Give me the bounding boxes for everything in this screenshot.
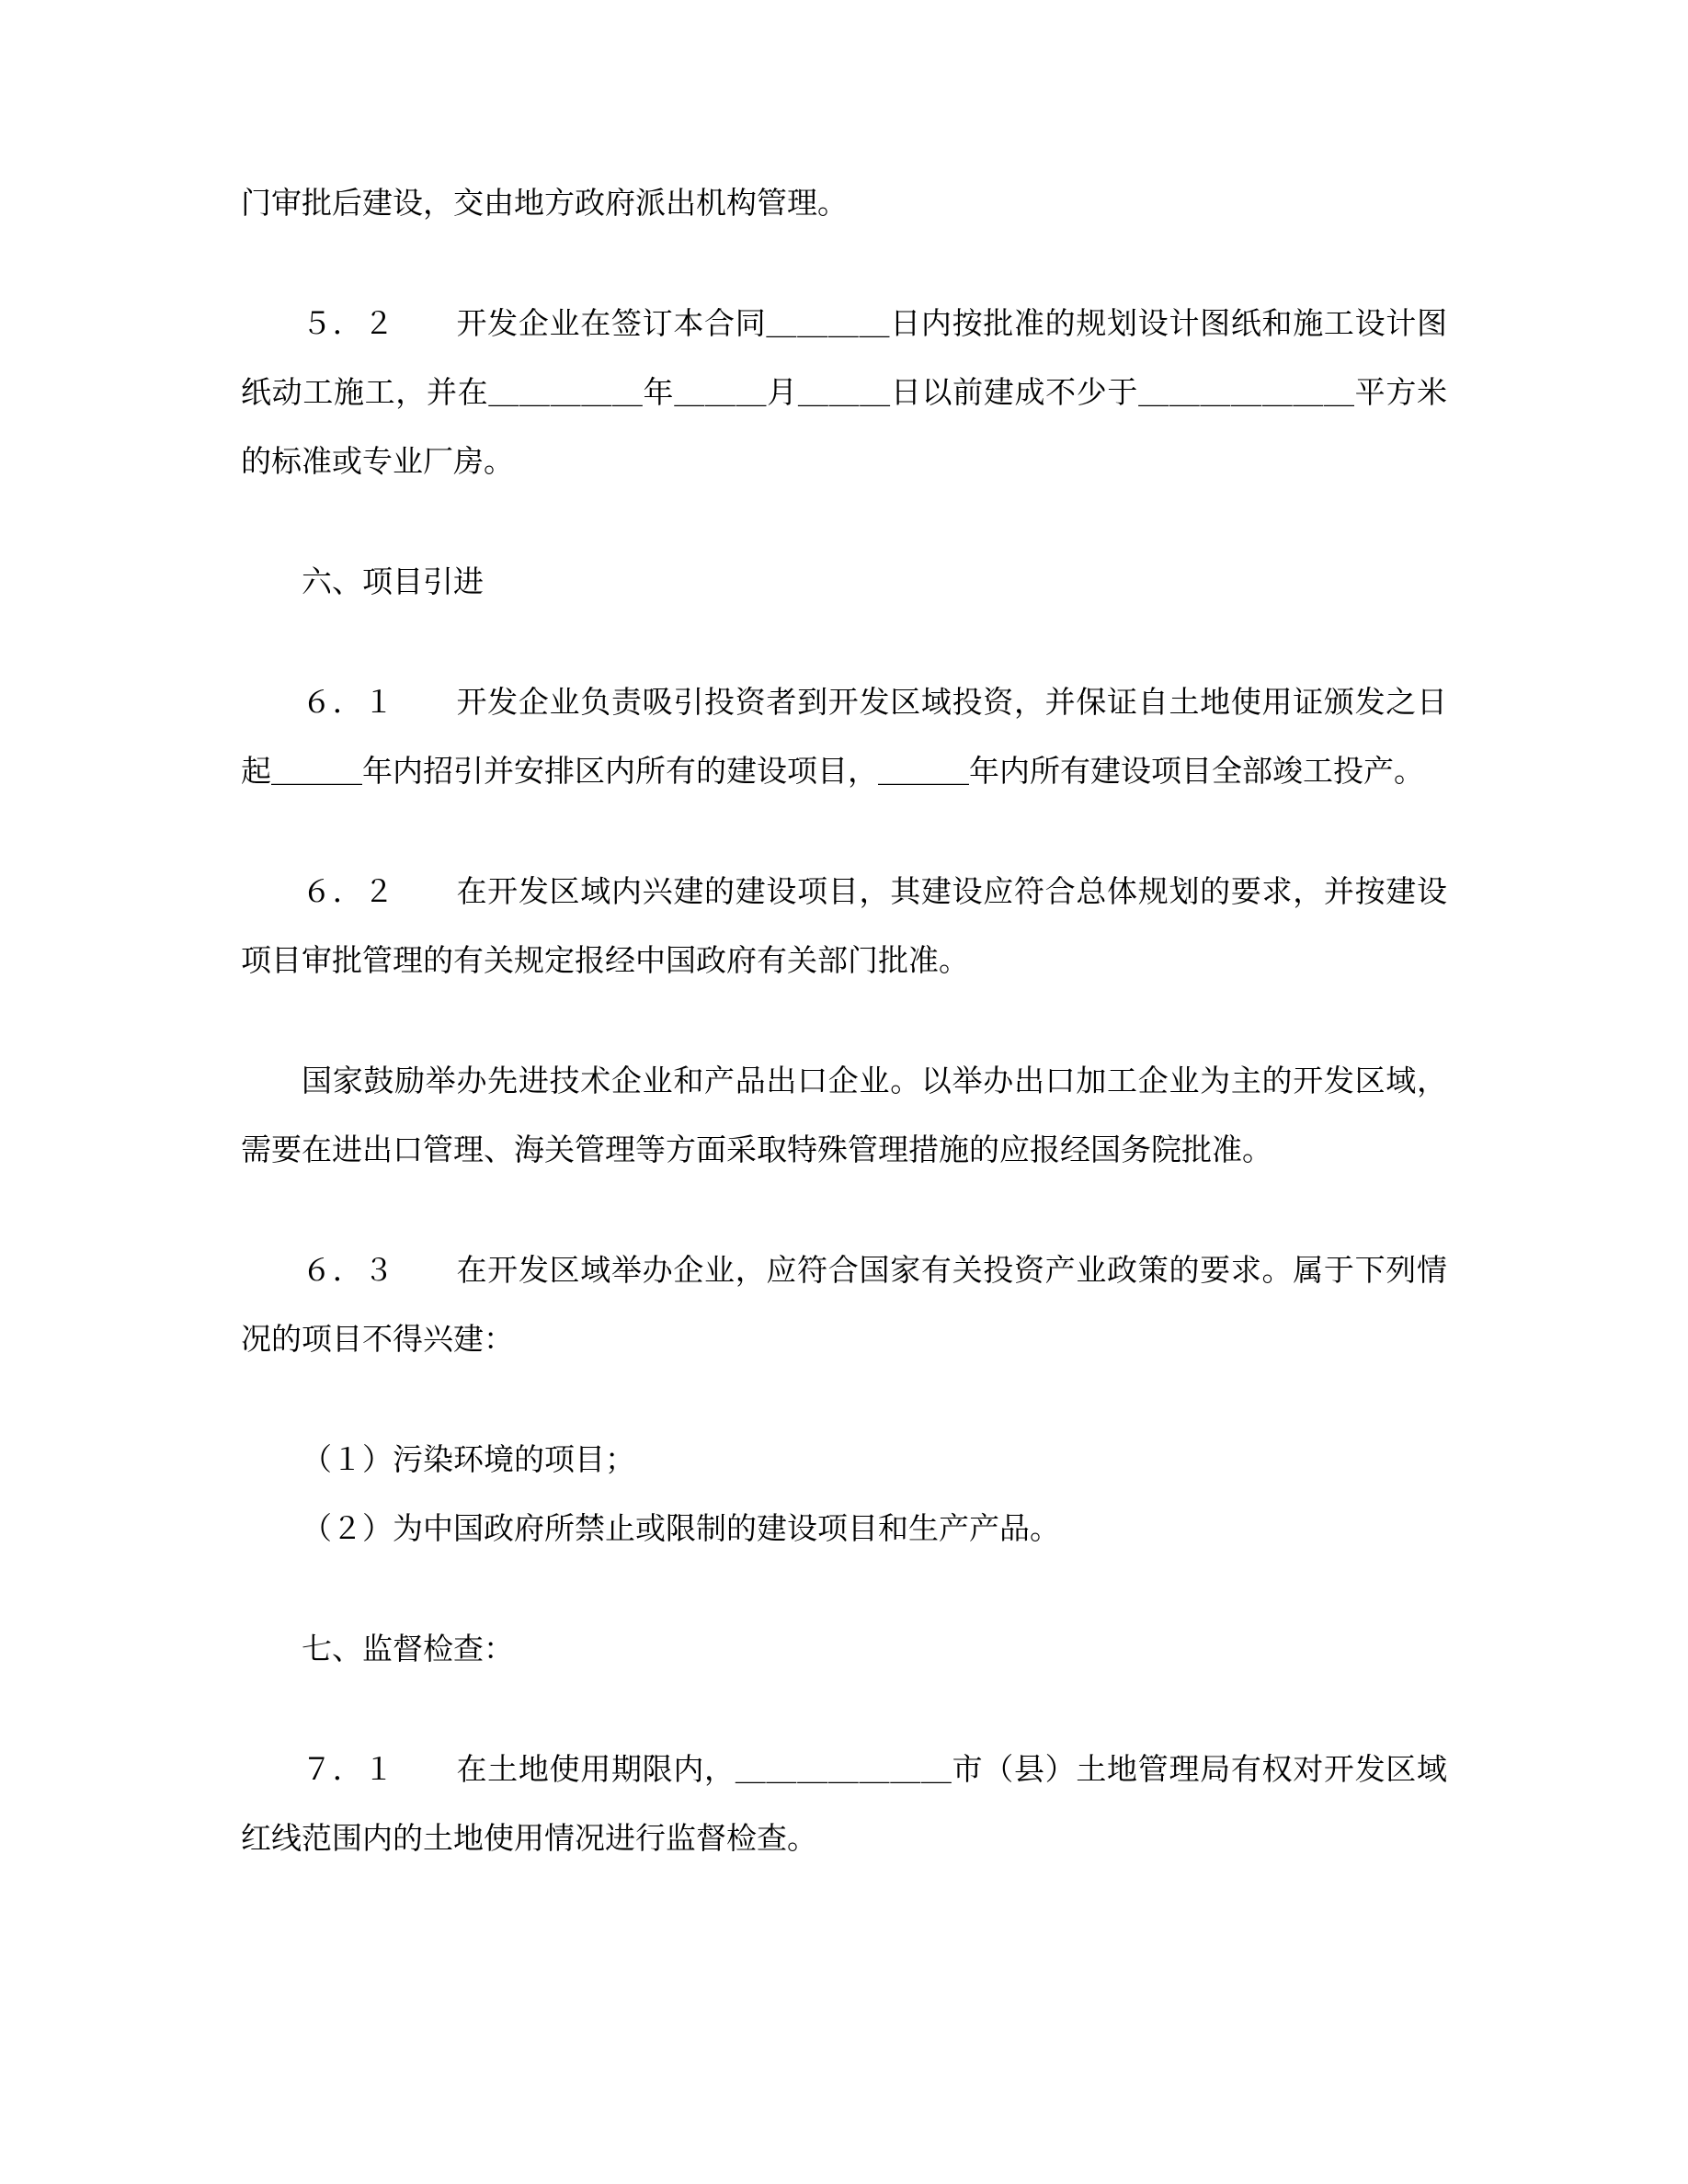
list-item-1-pollution: （１）污染环境的项目；	[302, 1444, 635, 1477]
heading-section-7: 七、监督检查：	[302, 1633, 514, 1666]
paragraph-continuation: 门审批后建设，交由地方政府派出机构管理。	[241, 188, 848, 221]
list-item-2-prohibited: （２）为中国政府所禁止或限制的建设项目和生产产品。	[302, 1513, 1060, 1546]
clause-5-2: ５．２ 开发企业在签订本合同＿＿＿＿日内按批准的规划设计图纸和施工设计图纸动工施工，并在＿＿＿＿＿年＿＿＿月＿＿＿日以前建成不少于＿＿＿＿＿＿＿平方米的标准或专业厂房。	[241, 308, 1447, 479]
clause-6-3: ６．３ 在开发区域举办企业，应符合国家有关投资产业政策的要求。属于下列情况的项目不得兴建：	[241, 1255, 1447, 1357]
paragraph-export-policy: 国家鼓励举办先进技术企业和产品出口企业。以举办出口加工企业为主的开发区域，需要在进出口管理、海关管理等方面采取特殊管理措施的应报经国务院批准。	[241, 1065, 1447, 1167]
heading-section-6: 六、项目引进	[302, 566, 484, 599]
clause-7-1: ７．１ 在土地使用期限内，＿＿＿＿＿＿＿市（县）土地管理局有权对开发区域红线范围内的土地使用情况进行监督检查。	[241, 1754, 1447, 1856]
contract-body	[241, 170, 1447, 1874]
clause-6-2: ６．２ 在开发区域内兴建的建设项目，其建设应符合总体规划的要求，并按建设项目审批管理的有关规定报经中国政府有关部门批准。	[241, 876, 1447, 978]
clause-6-1: ６．１ 开发企业负责吸引投资者到开发区域投资，并保证自土地使用证颁发之日起＿＿＿年内招引并安排区内所有的建设项目，＿＿＿年内所有建设项目全部竣工投产。	[241, 687, 1447, 789]
